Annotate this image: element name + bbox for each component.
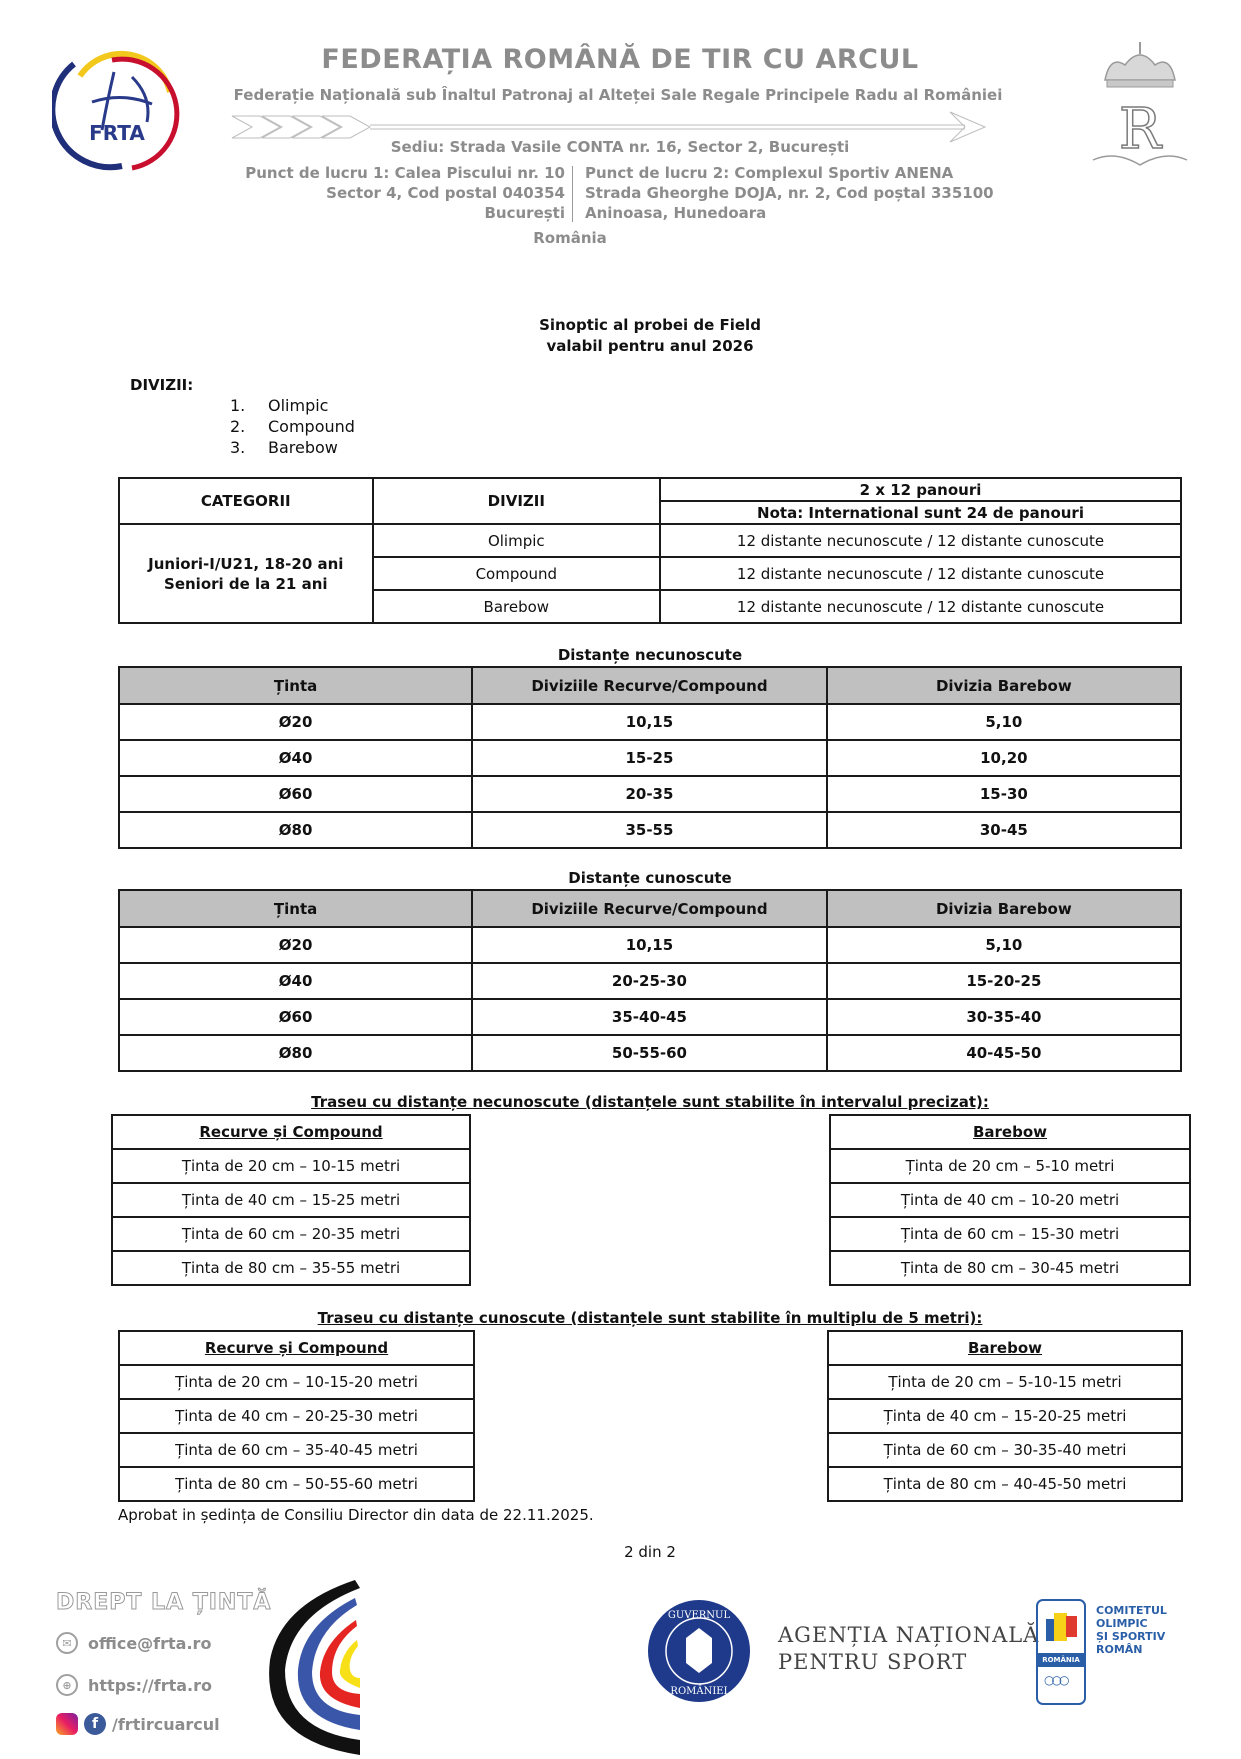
table-row: Ținta de 80 cm – 30-45 metri bbox=[830, 1251, 1190, 1285]
page-number: 2 din 2 bbox=[624, 1543, 676, 1561]
royal-monogram bbox=[1085, 40, 1195, 180]
table-row: Ținta de 80 cm – 40-45-50 metri bbox=[828, 1467, 1182, 1501]
slogan: DREPT LA ȚINTĂ bbox=[56, 1590, 272, 1615]
list-item: 3. Barebow bbox=[230, 438, 338, 457]
category-cell: Juniori-I/U21, 18-20 ani Seniori de la 21 ani bbox=[119, 524, 373, 623]
unknown-distances-caption: Distanțe necunoscute bbox=[557, 646, 743, 664]
svg-text:R: R bbox=[1118, 97, 1162, 162]
approval-note: Aprobat in ședința de Consiliu Director din data de 22.11.2025. bbox=[118, 1506, 594, 1524]
trail-unknown-left-table: Recurve și Compound Ținta de 20 cm – 10-15 metri Ținta de 40 cm – 15-25 metri Ținta de 60 cm – 20-35 metri Ținta de 80 cm – 35-55 metri bbox=[111, 1114, 471, 1286]
facebook-icon[interactable]: f bbox=[84, 1713, 106, 1735]
table-row: Ø40 15-25 10,20 bbox=[119, 740, 1181, 776]
list-item: 2. Compound bbox=[230, 417, 355, 436]
table-row: Ținta de 20 cm – 5-10-15 metri bbox=[828, 1365, 1182, 1399]
table-row: Ținta de 60 cm – 15-30 metri bbox=[830, 1217, 1190, 1251]
known-distances-table: Ținta Diviziile Recurve/Compound Divizia Barebow Ø20 10,15 5,10 Ø40 20-25-30 15-20-25 Ø60 35-40-45 30-35-40 Ø80 50-55-60 40-45-50 bbox=[118, 889, 1182, 1072]
header-panels: 2 x 12 panouri bbox=[660, 478, 1181, 501]
table-row: Ø40 20-25-30 15-20-25 bbox=[119, 963, 1181, 999]
table-row: Ø60 20-35 15-30 bbox=[119, 776, 1181, 812]
country: România bbox=[533, 229, 607, 247]
trail-unknown-right-table: Barebow Ținta de 20 cm – 5-10 metri Ținta de 40 cm – 10-20 metri Ținta de 60 cm – 15-30 metri Ținta de 80 cm – 30-45 metri bbox=[829, 1114, 1191, 1286]
cosr-name: COMITETUL OLIMPIC ȘI SPORTIV ROMÂN bbox=[1096, 1604, 1167, 1656]
frta-logo-icon bbox=[52, 42, 182, 172]
instagram-icon[interactable] bbox=[56, 1713, 78, 1735]
table-row: Ținta de 80 cm – 50-55-60 metri bbox=[119, 1467, 474, 1501]
table-row: Ținta de 40 cm – 10-20 metri bbox=[830, 1183, 1190, 1217]
table-row: Ținta de 20 cm – 10-15 metri bbox=[112, 1149, 470, 1183]
table-row: Ținta de 40 cm – 20-25-30 metri bbox=[119, 1399, 474, 1433]
footer-website[interactable]: ⊕ https://frta.ro bbox=[56, 1674, 212, 1696]
trail-known-caption: Traseu cu distanțe cunoscute (distanțele sunt stabilite în multiplu de 5 metri): bbox=[317, 1309, 983, 1327]
table-row: Ținta de 20 cm – 10-15-20 metri bbox=[119, 1365, 474, 1399]
footer-social[interactable]: f /frtircuarcul bbox=[56, 1713, 220, 1735]
government-seal bbox=[646, 1598, 752, 1704]
trail-known-left-table: Recurve și Compound Ținta de 20 cm – 10-15-20 metri Ținta de 40 cm – 20-25-30 metri Ținta de 60 cm – 35-40-45 metri Ținta de 80 cm – 50-55-60 metri bbox=[118, 1330, 475, 1502]
frta-logo bbox=[52, 42, 182, 172]
address-divider bbox=[572, 166, 573, 222]
table-row: Ø80 35-55 30-45 bbox=[119, 812, 1181, 848]
table-row: Ținta de 80 cm – 35-55 metri bbox=[112, 1251, 470, 1285]
work-point-1: Punct de lucru 1: Calea Piscului nr. 10 Sector 4, Cod postal 040354 București bbox=[245, 164, 565, 222]
table-row: Ø80 50-55-60 40-45-50 bbox=[119, 1035, 1181, 1071]
cosr-logo: ROMÂNIA ○○○ bbox=[1036, 1599, 1086, 1705]
org-subtitle: Federație Națională sub Înaltul Patronaj al Alteței Sale Regale Principele Radu al României bbox=[233, 86, 1003, 104]
header-categorii: CATEGORII bbox=[119, 478, 373, 524]
work-point-2: Punct de lucru 2: Complexul Sportiv ANENA Strada Gheorghe DOJA, nr. 2, Cod poștal 335100 Aninoasa, Hunedoara bbox=[585, 164, 994, 222]
trail-unknown-caption: Traseu cu distanțe necunoscute (distanțele sunt stabilite în intervalul precizat): bbox=[311, 1093, 989, 1111]
olympic-rings-icon: ○○○ bbox=[1044, 1673, 1067, 1687]
table-row: Ținta de 20 cm – 5-10 metri bbox=[830, 1149, 1190, 1183]
table-row: Ø20 10,15 5,10 bbox=[119, 927, 1181, 963]
table-row: Barebow 12 distante necunoscute / 12 distante cunoscute bbox=[119, 590, 1181, 623]
list-item: 1. Olimpic bbox=[230, 396, 329, 415]
envelope-icon: ✉ bbox=[56, 1632, 78, 1654]
table-row: Ținta de 40 cm – 15-25 metri bbox=[112, 1183, 470, 1217]
table-row: Ținta de 60 cm – 20-35 metri bbox=[112, 1217, 470, 1251]
table-row: Ținta de 60 cm – 35-40-45 metri bbox=[119, 1433, 474, 1467]
headquarters-address: Sediu: Strada Vasile CONTA nr. 16, Sector 2, București bbox=[390, 138, 850, 156]
header-panels-note: Nota: International sunt 24 de panouri bbox=[660, 501, 1181, 524]
tricolor-arc-graphic bbox=[260, 1580, 360, 1755]
crown-monogram-icon bbox=[1085, 40, 1195, 180]
table-row: Ținta de 40 cm – 15-20-25 metri bbox=[828, 1399, 1182, 1433]
globe-icon: ⊕ bbox=[56, 1674, 78, 1696]
categories-table bbox=[118, 477, 1182, 624]
government-seal-icon bbox=[646, 1598, 752, 1704]
table-row: Compound 12 distante necunoscute / 12 distante cunoscute bbox=[119, 557, 1181, 590]
table-row: Ø20 10,15 5,10 bbox=[119, 704, 1181, 740]
divisions-list bbox=[230, 395, 355, 458]
table-row: Juniori-I/U21, 18-20 ani Seniori de la 21 ani Olimpic 12 distante necunoscute / 12 distante cunoscute bbox=[119, 524, 1181, 557]
divisions-label: DIVIZII: bbox=[130, 376, 194, 394]
known-distances-caption: Distanțe cunoscute bbox=[568, 869, 732, 887]
svg-text:ROMÂNIEI: ROMÂNIEI bbox=[670, 1686, 728, 1697]
svg-text:GUVERNUL: GUVERNUL bbox=[667, 1610, 731, 1621]
unknown-distances-table: Ținta Diviziile Recurve/Compound Divizia Barebow Ø20 10,15 5,10 Ø40 15-25 10,20 Ø60 20-35 15-30 Ø80 35-55 30-45 bbox=[118, 666, 1182, 849]
document-title: Sinoptic al probei de Field valabil pentru anul 2026 bbox=[539, 316, 761, 355]
header-divizii: DIVIZII bbox=[373, 478, 660, 524]
trail-known-right-table: Barebow Ținta de 20 cm – 5-10-15 metri Ținta de 40 cm – 15-20-25 metri Ținta de 60 cm – 30-35-40 metri Ținta de 80 cm – 40-45-50 metri bbox=[827, 1330, 1183, 1502]
svg-text:FRTA: FRTA bbox=[89, 121, 145, 145]
footer-email[interactable]: ✉ office@frta.ro bbox=[56, 1632, 211, 1654]
org-name: FEDERAȚIA ROMÂNĂ DE TIR CU ARCUL bbox=[321, 44, 919, 75]
table-row: Ținta de 60 cm – 30-35-40 metri bbox=[828, 1433, 1182, 1467]
table-row: Ø60 35-40-45 30-35-40 bbox=[119, 999, 1181, 1035]
anp-name: AGENȚIA NAȚIONALĂ PENTRU SPORT bbox=[778, 1623, 1040, 1674]
